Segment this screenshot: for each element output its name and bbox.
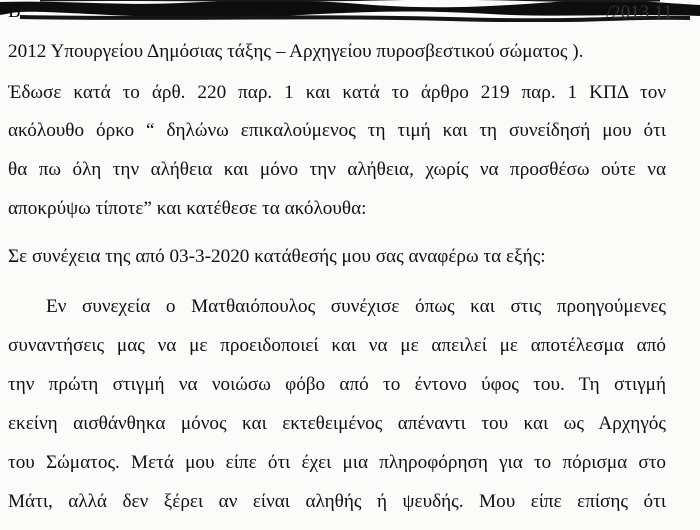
text-line: αποκρύψω τίποτε” και κατέθεσε τα ακόλουθα: — [8, 198, 367, 219]
text-line: συναντήσεις μας να με προειδοποιεί και να με απειλεί με αποτέλεσμα από — [8, 336, 666, 356]
redaction-residual-left: Β — [8, 1, 21, 22]
text-line: Εν συνεχεία ο Ματθαιόπουλος συνέχισε όπως και στις προηγούμενες — [46, 297, 666, 317]
text-line: την πρώτη στιγμή να νοιώσω φόβο από το έντονο ύφος του. Τη στιγμή — [8, 375, 666, 395]
text-line: Μάτι, αλλά δεν ξέρει αν είναι αληθής ή ψευδής. Μου είπε επίσης ότι — [8, 492, 666, 512]
text-line: ακόλουθο όρκο “ δηλώνω επικαλούμενος τη τιμή και τη συνείδησή μου ότι — [8, 121, 666, 141]
text-line: Έδωσε κατά το άρθ. 220 παρ. 1 και κατά το άρθρο 219 παρ. 1 ΚΠΔ τον — [8, 83, 666, 103]
text-line: του Σώματος. Μετά μου είπε ότι έχει μια πληροφόρηση για το πόρισμα στο — [8, 453, 666, 473]
redaction-marker-stroke — [0, 0, 700, 22]
text-line: εκείνη αισθάνθηκα μόνος και εκτεθειμένος απέναντι του και ως Αρχηγός — [8, 414, 666, 434]
text-line: 2012 Υπουργείου Δημόσιας τάξης – Αρχηγείου πυροσβεστικού σώματος ). — [8, 41, 584, 62]
text-line: Σε συνέχεια της από 03-3-2020 κατάθεσής μου σας αναφέρω τα εξής: — [8, 246, 546, 267]
redaction-residual-right: /2013 11 — [606, 2, 673, 23]
text-line: θα πω όλη την αλήθεια και μόνο την αλήθεια, χωρίς να προσθέσω ούτε να — [8, 160, 666, 180]
